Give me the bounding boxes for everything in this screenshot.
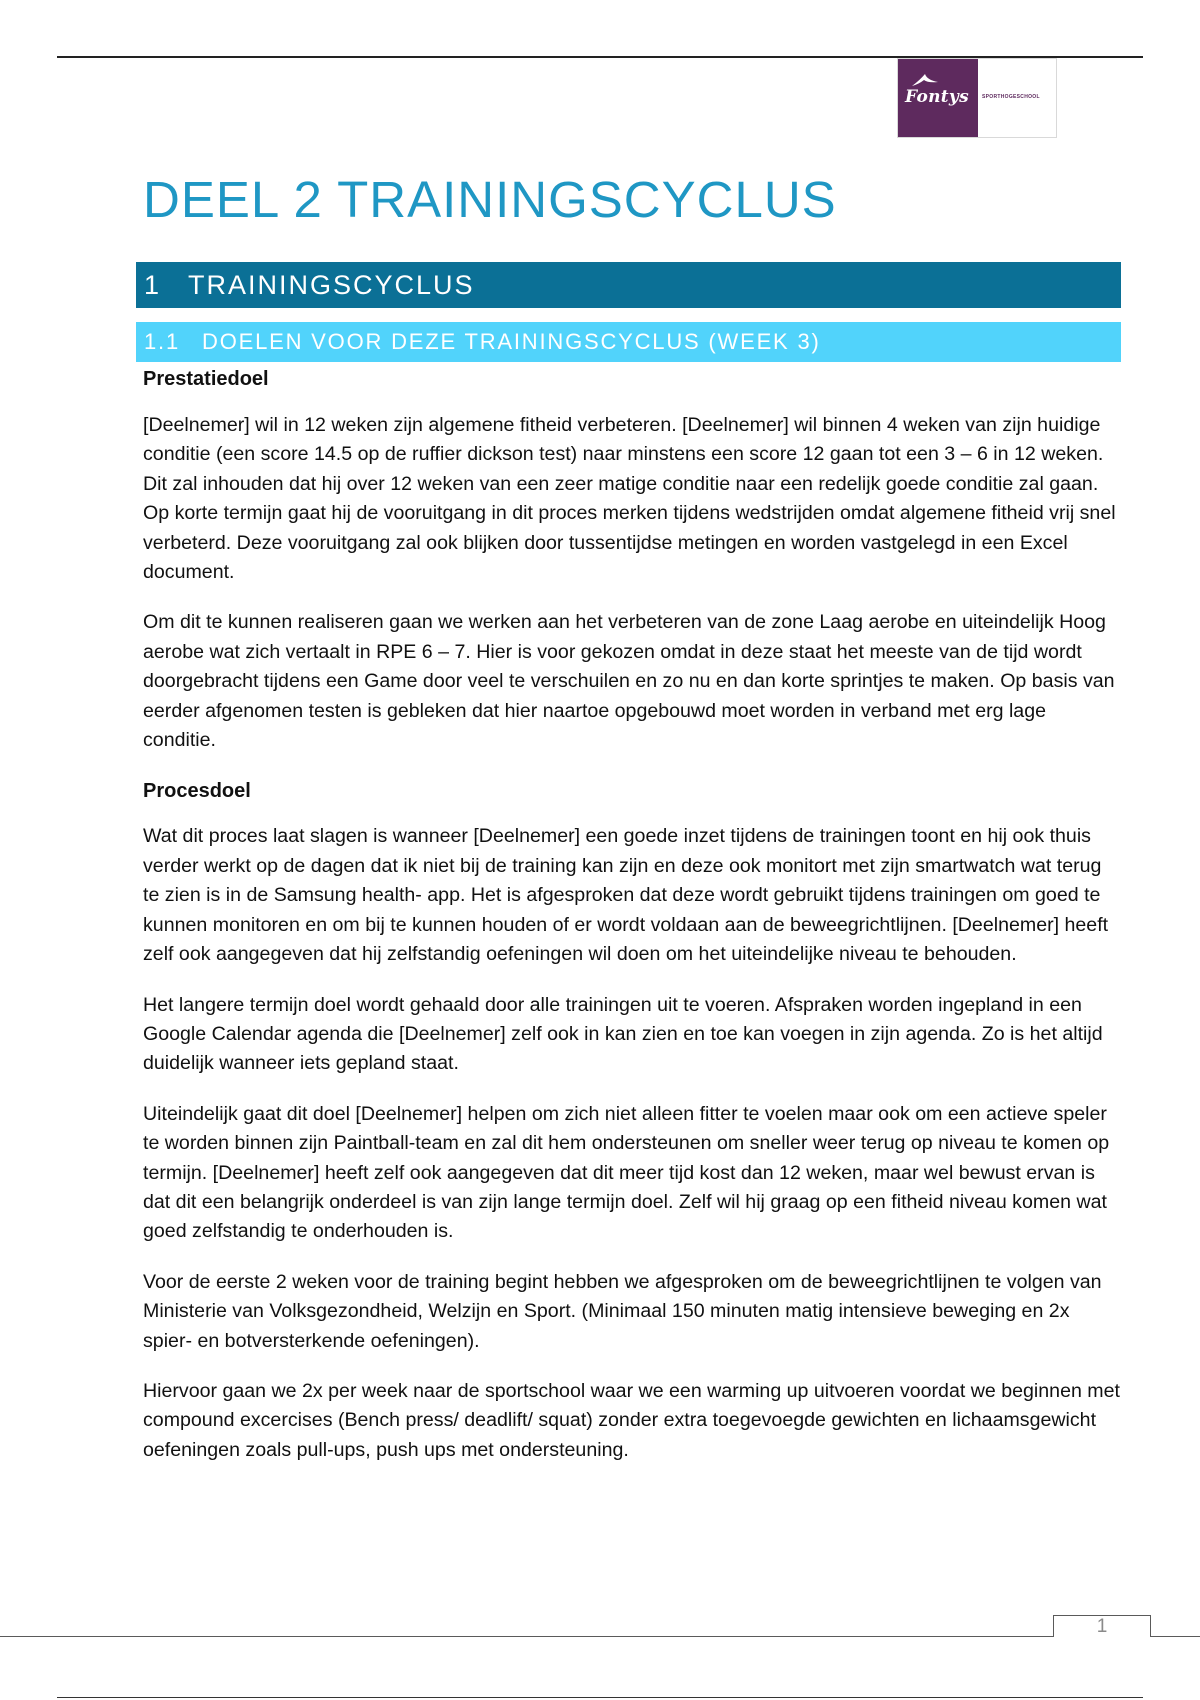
paragraph: [Deelnemer] wil in 12 weken zijn algemene fitheid verbeteren. [Deelnemer] wil binnen 4 weken van zijn huidige conditie (een score 14.5 op de ruffier dickson test) naar minstens een score 12 gaan tot een 3 – 6 in 12 weken. Dit zal inhouden dat hij over 12 weken van een zeer matige conditie naar een redelijk goede conditie zal gaan. Op korte termijn gaat hij de vooruitgang in dit proces merken tijdens wedstrijden omdat algemene fitheid vrij snel verbeterd. Deze vooruitgang zal ook blijken door tussentijdse metingen en worden vastgelegd in een Excel document. <box>143 414 1116 584</box>
document-title: DEEL 2 TRAININGSCYCLUS <box>143 171 837 228</box>
paragraph: Om dit te kunnen realiseren gaan we werken aan het verbeteren van de zone Laag aerobe en uiteindelijk Hoog aerobe wat zich vertaalt in RPE 6 – 7. Hier is voor gekozen omdat in deze staat het meeste van de tijd wordt doorgebracht tijdens een Game door veel te verschuilen en zo nu en dan korte sprintjes te maken. Op basis van eerder afgenomen testen is gebleken dat hier naartoe opgebouwd moet worden in verband met erg lage conditie. <box>143 611 1115 752</box>
heading-2-number: 1.1 <box>144 329 180 354</box>
logo-emblem <box>898 59 978 137</box>
paragraph: Het langere termijn doel wordt gehaald door alle trainingen uit te voeren. Afspraken worden ingepland in een Google Calendar agenda die [Deelnemer] zelf ook in kan zien en toe kan voegen in zijn agenda. Zo is het altijd duidelijk wanneer iets gepland staat. <box>143 993 1103 1075</box>
paragraph: Wat dit proces laat slagen is wanneer [Deelnemer] een goede inzet tijdens de trainingen toont en hij ook thuis verder werkt op de dagen dat ik niet bij de training kan zijn en deze ook monitort met zijn smartwatch wat terug te zien is in de Samsung health- app. Het is afgesproken dat deze wordt gebruikt tijdens trainingen om goed te kunnen monitoren en om bij te kunnen houden of er wordt voldaan aan de beweegrichtlijnen. [Deelnemer] heeft zelf ook aangegeven dat hij zelfstandig oefeningen wil doen om het uiteindelijke niveau te behouden. <box>143 825 1109 966</box>
paragraph: Uiteindelijk gaat dit doel [Deelnemer] helpen om zich niet alleen fitter te voelen maar ook om een actieve speler te worden binnen zijn Paintball-team en zal dit hem ondersteunen om sneller weer terug op niveau te komen op termijn. [Deelnemer] heeft zelf ook aangegeven dat dit meer tijd kost dan 12 weken, maar wel bewust ervan is dat dit een belangrijk onderdeel is van zijn lange termijn doel. Zelf wil hij graag op een fitheid niveau komen wat goed zelfstandig te onderhouden is. <box>143 1102 1110 1243</box>
heading-1-text: TRAININGSCYCLUS <box>188 269 475 300</box>
footer-rule <box>0 1636 1200 1637</box>
paragraph: Hiervoor gaan we 2x per week naar de sportschool waar we een warming up uitvoeren voordat we beginnen met compound excercises (Bench press/ deadlift/ squat) zonder extra toegevoegde gewichten en lichaamsgewicht oefeningen zoals pull-ups, push ups met ondersteuning. <box>143 1379 1120 1461</box>
fontys-logo <box>897 58 1057 138</box>
prestatiedoel-heading: Prestatiedoel <box>143 368 269 390</box>
heading-2-bar <box>136 322 1121 362</box>
page-number: 1 <box>1053 1615 1151 1637</box>
document-body <box>143 364 1123 1486</box>
heading-1-number: 1 <box>144 269 162 300</box>
page-bottom-rule <box>57 1697 1143 1698</box>
procesdoel-heading: Procesdoel <box>143 780 251 803</box>
heading-2-text: DOELEN VOOR DEZE TRAININGSCYCLUS (WEEK 3) <box>202 329 821 354</box>
paragraph: Voor de eerste 2 weken voor de training begint hebben we afgesproken om de beweegrichtlijnen te volgen van Ministerie van Volksgezondheid, Welzijn en Sport. (Minimaal 150 minuten matig intensieve beweging en 2x spier- en botversterkende oefeningen). <box>143 1270 1102 1352</box>
logo-subtitle-panel <box>978 59 1056 137</box>
logo-subtitle: SPORTHOGESCHOOL <box>982 94 1040 100</box>
logo-wordmark: Fontys <box>905 87 969 107</box>
heading-1-bar <box>136 262 1121 308</box>
